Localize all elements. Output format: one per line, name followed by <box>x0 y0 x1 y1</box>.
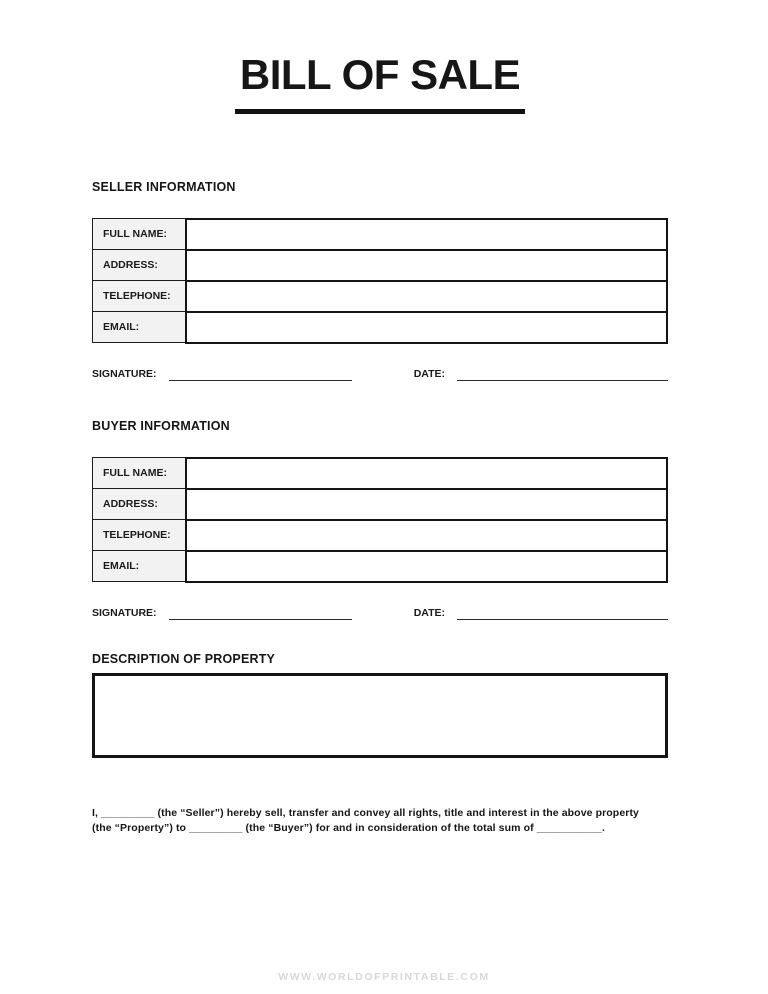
buyer-address-input[interactable] <box>187 490 666 519</box>
seller-telephone-cell <box>186 281 667 312</box>
table-row <box>93 281 668 312</box>
buyer-address-cell <box>186 489 667 520</box>
seller-section-heading: SELLER INFORMATION <box>92 179 236 194</box>
seller-signature-group <box>92 367 352 381</box>
declaration-text <box>92 806 668 836</box>
buyer-email-label: EMAIL: <box>93 551 187 582</box>
declaration-line-2: (the “Property”) to _________ (the “Buyer”) for and in consideration of the total sum of ___________. <box>92 821 606 834</box>
buyer-date-group <box>414 606 668 620</box>
seller-date-label: DATE: <box>413 367 445 380</box>
seller-address-input[interactable] <box>187 251 666 280</box>
seller-date-line[interactable] <box>457 367 668 381</box>
footer-url: WWW.WORLDOFPRINTABLE.COM <box>278 971 490 983</box>
buyer-full-name-input[interactable] <box>187 459 666 488</box>
table-row <box>93 520 668 551</box>
buyer-full-name-cell <box>186 458 667 489</box>
seller-email-input[interactable] <box>187 313 666 342</box>
buyer-telephone-cell <box>186 520 667 551</box>
seller-email-label: EMAIL: <box>93 312 187 343</box>
title-block <box>92 50 668 114</box>
property-section-heading: DESCRIPTION OF PROPERTY <box>92 651 276 666</box>
seller-full-name-input[interactable] <box>187 220 666 249</box>
seller-full-name-cell <box>186 219 667 250</box>
table-row <box>93 458 668 489</box>
property-description-input[interactable] <box>92 673 668 758</box>
seller-info-table <box>92 218 668 344</box>
buyer-date-label: DATE: <box>413 606 445 619</box>
buyer-email-cell <box>186 551 667 582</box>
title-rule <box>235 109 525 114</box>
seller-full-name-label: FULL NAME: <box>93 219 187 250</box>
seller-address-cell <box>186 250 667 281</box>
buyer-date-line[interactable] <box>457 606 668 620</box>
table-row <box>93 551 668 582</box>
declaration-line-1: I, _________ (the “Seller”) hereby sell, transfer and convey all rights, title and interest in the above property <box>92 806 639 819</box>
seller-email-cell <box>186 312 667 343</box>
buyer-section-heading: BUYER INFORMATION <box>92 418 230 433</box>
seller-signature-row <box>92 366 668 381</box>
table-row <box>93 250 668 281</box>
page-title: BILL OF SALE <box>239 51 521 98</box>
buyer-signature-label: SIGNATURE: <box>92 606 157 619</box>
buyer-full-name-label: FULL NAME: <box>93 458 187 489</box>
buyer-info-table <box>92 457 668 583</box>
table-row <box>93 489 668 520</box>
seller-signature-label: SIGNATURE: <box>92 367 157 380</box>
buyer-signature-line[interactable] <box>169 606 352 620</box>
seller-telephone-label: TELEPHONE: <box>93 281 187 312</box>
buyer-telephone-input[interactable] <box>187 521 666 550</box>
buyer-signature-row <box>92 605 668 620</box>
buyer-address-label: ADDRESS: <box>93 489 187 520</box>
seller-date-group <box>414 367 668 381</box>
buyer-telephone-label: TELEPHONE: <box>93 520 187 551</box>
table-row <box>93 219 668 250</box>
buyer-email-input[interactable] <box>187 552 666 581</box>
seller-address-label: ADDRESS: <box>93 250 187 281</box>
buyer-signature-group <box>92 606 352 620</box>
seller-telephone-input[interactable] <box>187 282 666 311</box>
seller-signature-line[interactable] <box>169 367 352 381</box>
table-row <box>93 312 668 343</box>
